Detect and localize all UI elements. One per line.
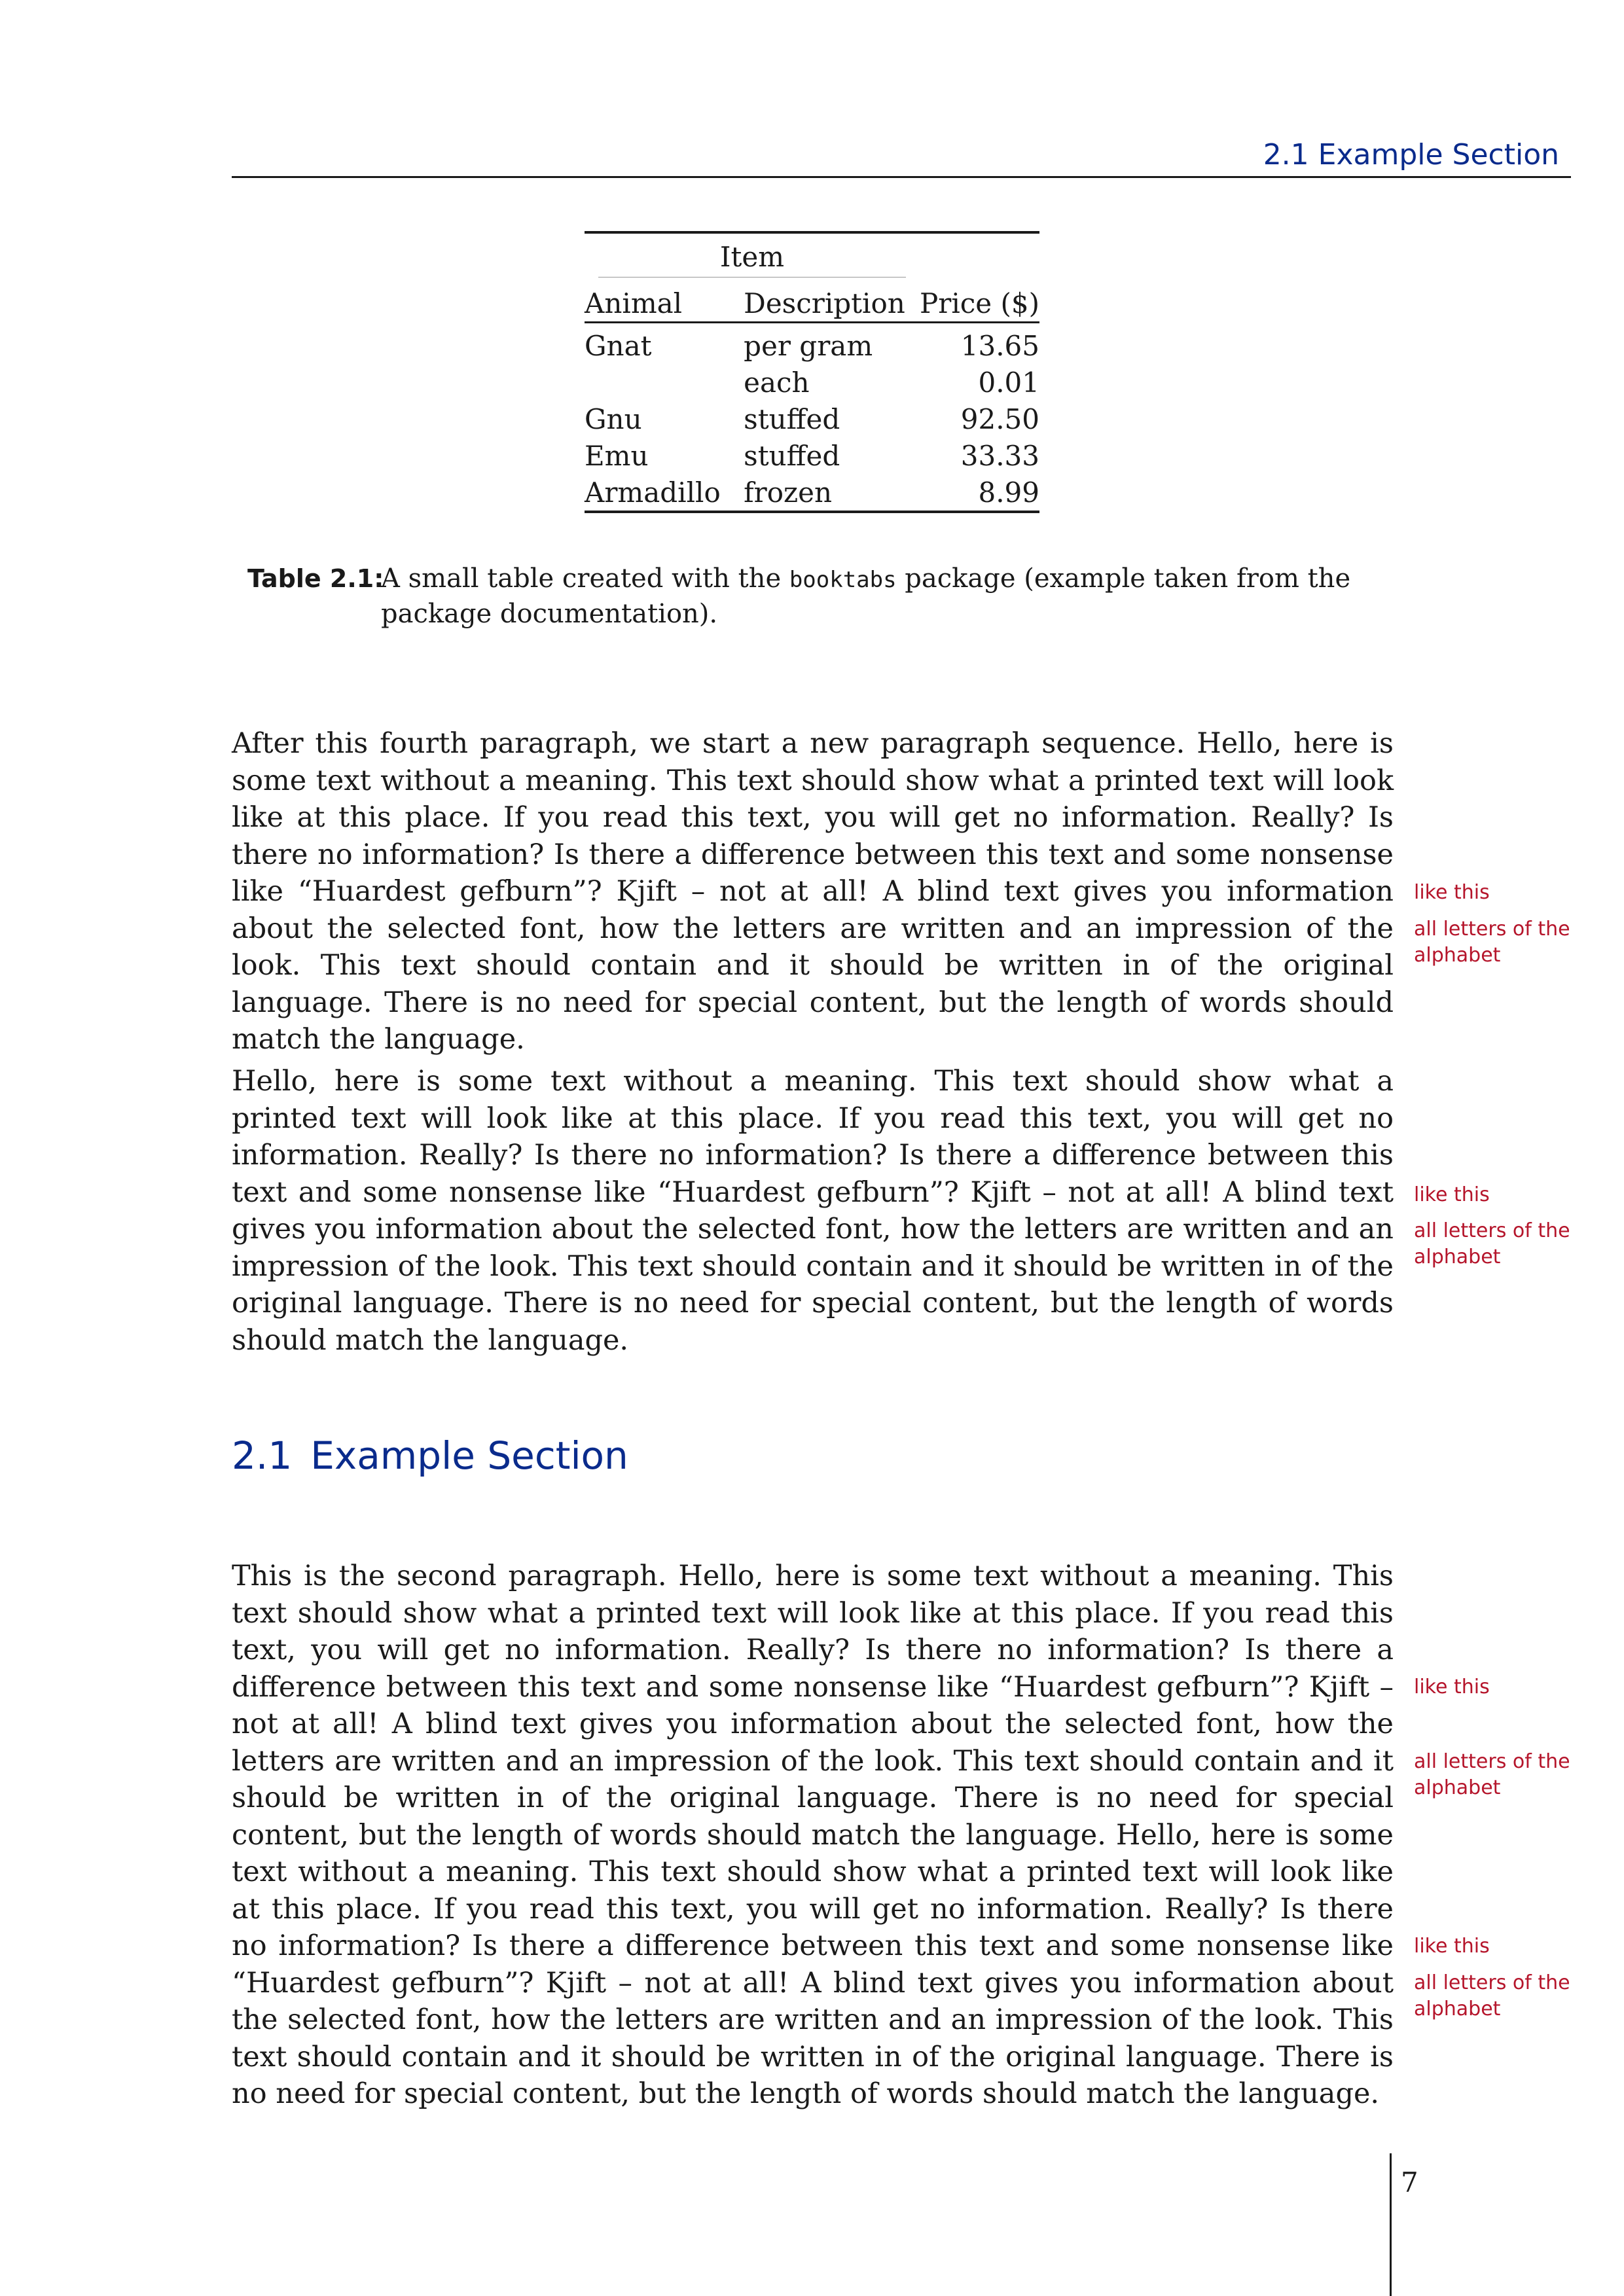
caption-code: booktabs [789, 567, 897, 593]
table-row [585, 323, 1039, 365]
margin-note: all letters of the alphabet [1414, 918, 1570, 967]
margin-note: like this [1414, 1183, 1490, 1206]
table-cell: stuffed [744, 439, 840, 472]
body-paragraph: This is the second paragraph. Hello, here is some text without a meaning. This text should show what a printed text will look like at this place. If you read this text, you will get no information. Really? Is there no information? Is there a difference between this text and some nonsense like “Huardest gefburn”? Kjift – not at all! A blind text gives you information about the selected font, how the letters are written and an impression of the look. This text should contain and it should be written in of the original language. There is no need for special content, but the length of words should match the language. Hello, here is some text without a meaning. This text should show what a printed text will look like at this place. If you read this text, you will get no information. Really? Is there no information? Is there a difference between this text and some nonsense like “Huardest gefburn”? Kjift – not at all! A blind text gives you information about the selected font, how the letters are written and an impression of the look. This text should contain and it should be written in of the original language. There is no need for special content, but the length of words should match the language. [232, 1560, 1394, 2110]
table-row [585, 401, 1039, 437]
table-cell: frozen [744, 474, 920, 512]
body-paragraph: After this fourth paragraph, we start a new paragraph sequence. Hello, here is some text without a meaning. This text should show what a printed text will look like at this place. If you read this text, you will get no information. Really? Is there no information? Is there a difference between this text and some nonsense like “Huardest gefburn”? Kjift – not at all! A blind text gives you information about the selected font, how the letters are written and an impression of the look. This text should contain and it should be written in of the original language. There is no need for special content, but the length of words should match the language. [232, 727, 1394, 1056]
table-group-header-row [585, 232, 1039, 285]
page-number: 7 [1401, 2166, 1418, 2198]
margin-note: like this [1414, 1935, 1490, 1958]
section-title: Example Section [310, 1433, 628, 1478]
table-cell: 8.99 [920, 474, 1039, 512]
table-toprule-cell [920, 232, 1039, 285]
table-cell: Emu [585, 439, 649, 472]
caption-text-before: A small table created with the [381, 564, 789, 594]
table-cell: 0.01 [978, 366, 1039, 399]
table-header-row [585, 285, 1039, 323]
table-cell: 92.50 [960, 403, 1039, 435]
body-paragraph: Hello, here is some text without a meaning. This text should show what a printed text will look like at this place. If you read this text, you will get no information. Really? Is there no information? Is there a difference between this text and some nonsense like “Huardest gefburn”? Kjift – not at all! A blind text gives you information about the selected font, how the letters are written and an impression of the look. This text should contain and it should be written in of the original language. There is no need for special content, but the length of words should match the language. [232, 1065, 1394, 1357]
margin-note: all letters of the alphabet [1414, 1750, 1570, 1799]
price-table [585, 231, 1039, 513]
table-cell: 33.33 [960, 439, 1039, 472]
table-column-header: Price ($) [920, 285, 1039, 323]
running-header [232, 134, 1571, 178]
table-toprule-cell [585, 232, 920, 285]
table-row [585, 437, 1039, 474]
margin-note: like this [1414, 881, 1490, 904]
table-cell: each [744, 366, 810, 399]
table-row [585, 364, 1039, 401]
running-header-title: 2.1 Example Section [1263, 138, 1559, 171]
caption-label: Table 2.1: [247, 564, 384, 593]
table-row [585, 474, 1039, 512]
table-cell: 13.65 [960, 329, 1039, 362]
table-cell [585, 364, 744, 401]
table-group-header: Item [598, 241, 906, 278]
table-cell: stuffed [744, 403, 840, 435]
margin-note: like this [1414, 1676, 1490, 1698]
table-cell: Gnu [585, 403, 642, 435]
table-column-header: Animal [585, 285, 744, 323]
margin-note: all letters of the alphabet [1414, 1219, 1570, 1268]
margin-note: all letters of the alphabet [1414, 1971, 1570, 2020]
table-cell: Gnat [585, 329, 652, 362]
caption-text [381, 562, 1389, 631]
section-number: 2.1 [232, 1433, 293, 1478]
section-heading [232, 1433, 628, 1478]
table-cell: per gram [744, 329, 873, 362]
table-cell: Armadillo [585, 474, 744, 512]
page-number-rule [1390, 2153, 1392, 2296]
caption-text-after: package (example taken from the package documentation). [381, 564, 1351, 629]
table-column-header: Description [744, 285, 920, 323]
